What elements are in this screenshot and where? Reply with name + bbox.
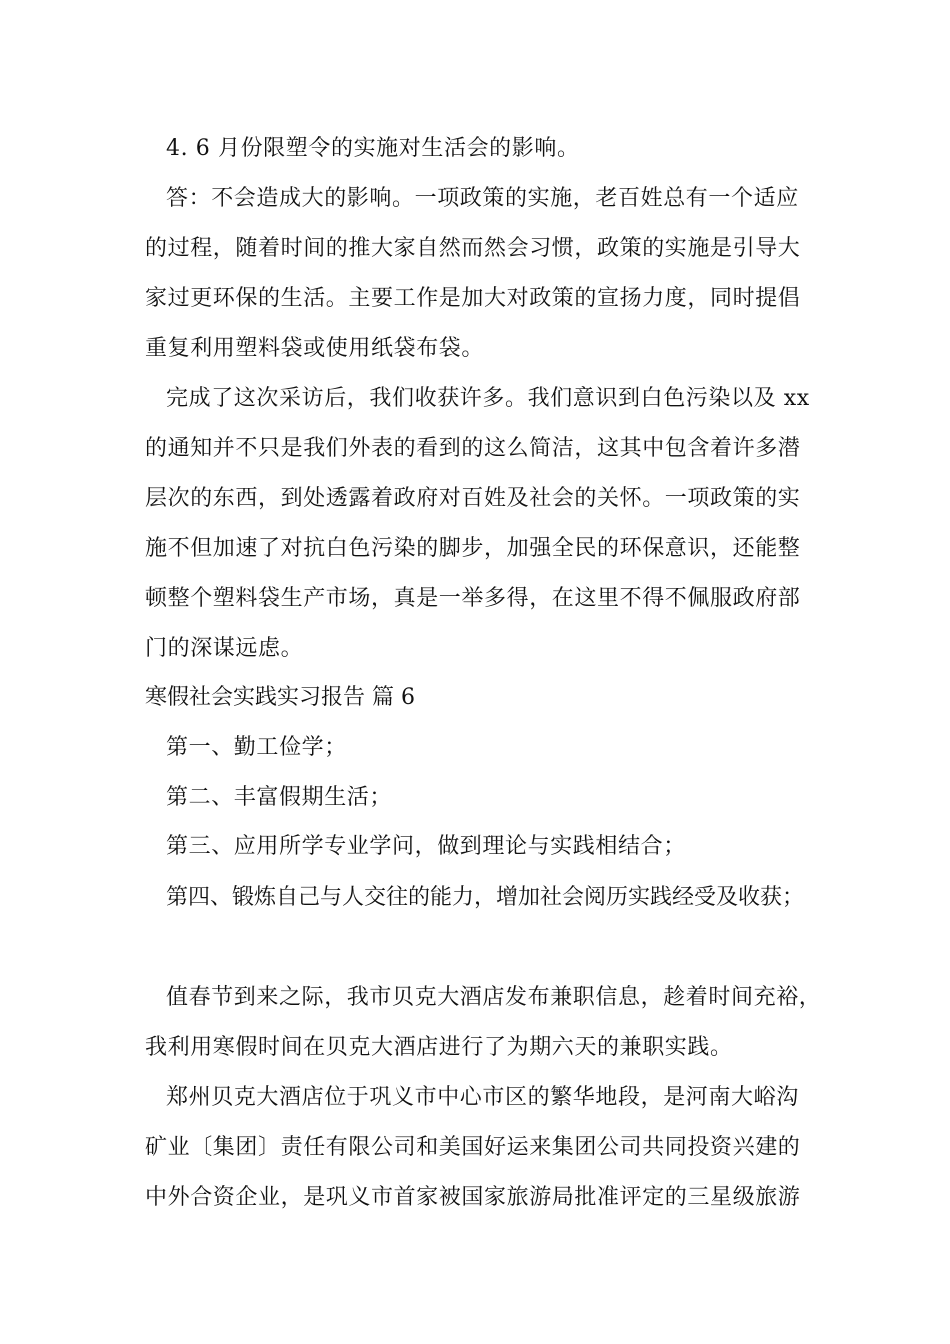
list-item: 第四、锻炼自己与人交往的能力，增加社会阅历实践经受及收获； bbox=[166, 885, 805, 910]
list-item: 第三、应用所学专业学问，做到理论与实践相结合； bbox=[166, 834, 686, 859]
reflection-paragraph-line: 顿整个塑料袋生产市场，真是一举多得，在这里不得不佩服政府部 bbox=[145, 586, 801, 611]
list-item: 第二、丰富假期生活； bbox=[166, 785, 393, 810]
section-title: 寒假社会实践实习报告 篇 6 bbox=[145, 685, 415, 710]
reflection-paragraph-line: 施不但加速了对抗白色污染的脚步，加强全民的环保意识，还能整 bbox=[145, 536, 801, 561]
hotel-description-paragraph-line: 郑州贝克大酒店位于巩义市中心市区的繁华地段，是河南大峪沟 bbox=[166, 1085, 799, 1110]
answer-paragraph-line: 的过程，随着时间的推大家自然而然会习惯，政策的实施是引导大 bbox=[145, 236, 801, 261]
answer-paragraph-line: 家过更环保的生活。主要工作是加大对政策的宣扬力度，同时提倡 bbox=[145, 286, 801, 311]
question-heading: 4. 6 月份限塑令的实施对生活会的影响。 bbox=[166, 136, 580, 161]
answer-paragraph-line: 答：不会造成大的影响。一项政策的实施，老百姓总有一个适应 bbox=[166, 186, 799, 211]
hotel-intro-paragraph-line: 我利用寒假时间在贝克大酒店进行了为期六天的兼职实践。 bbox=[145, 1035, 733, 1060]
hotel-description-paragraph-line: 中外合资企业，是巩义市首家被国家旅游局批准评定的三星级旅游 bbox=[145, 1185, 801, 1210]
reflection-paragraph-line: 的通知并不只是我们外表的看到的这么简洁，这其中包含着许多潜 bbox=[145, 436, 801, 461]
list-item: 第一、勤工俭学； bbox=[166, 735, 347, 760]
reflection-paragraph-line: 完成了这次采访后，我们收获许多。我们意识到白色污染以及 xx bbox=[166, 386, 810, 411]
answer-paragraph-line: 重复利用塑料袋或使用纸袋布袋。 bbox=[145, 336, 485, 361]
reflection-paragraph-line: 层次的东西，到处透露着政府对百姓及社会的关怀。一项政策的实 bbox=[145, 486, 801, 511]
hotel-intro-paragraph-line: 值春节到来之际，我市贝克大酒店发布兼职信息，趁着时间充裕， bbox=[166, 985, 822, 1010]
hotel-description-paragraph-line: 矿业〔集团〕责任有限公司和美国好运来集团公司共同投资兴建的 bbox=[145, 1135, 801, 1160]
reflection-paragraph-line: 门的深谋远虑。 bbox=[145, 636, 304, 661]
